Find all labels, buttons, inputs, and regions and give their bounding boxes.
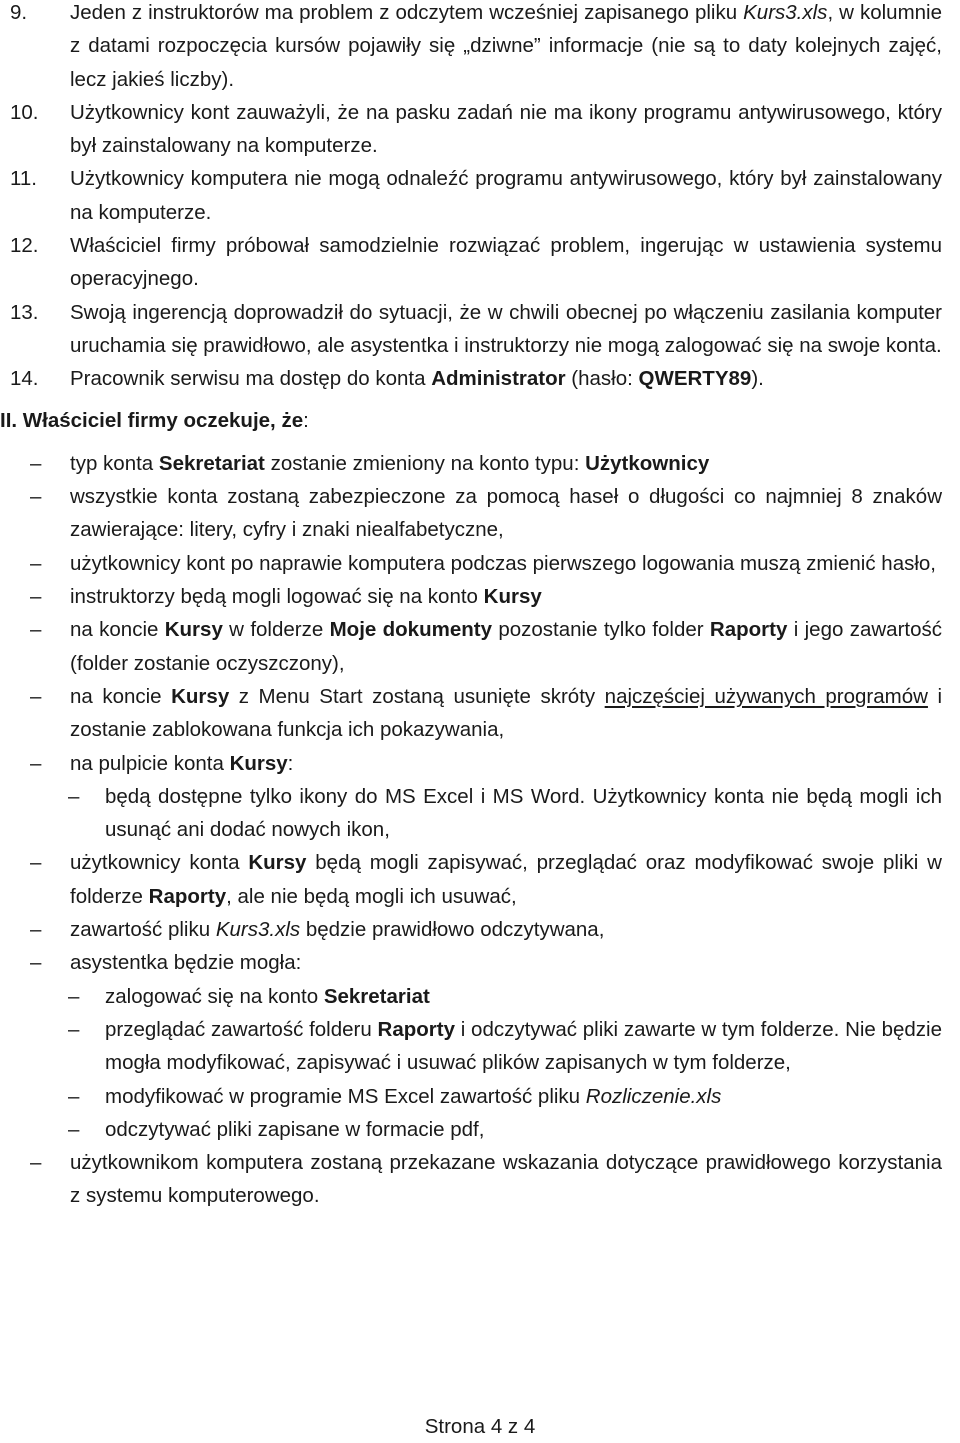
text-run: pozostanie tylko folder — [491, 618, 710, 642]
sub-bullet-item — [0, 780, 942, 847]
text-run: Raporty — [377, 1017, 455, 1041]
sub-bullet-item — [0, 1113, 942, 1146]
text-run: : — [287, 751, 294, 775]
numbered-item — [0, 229, 942, 296]
dash-marker: – — [30, 618, 42, 642]
text-run: Sekretariat — [158, 451, 265, 475]
text-run: instruktorzy będą mogli logować się na konto — [70, 585, 484, 609]
bullet-item — [0, 747, 942, 780]
page-number-label: Strona 4 z 4 — [424, 1415, 536, 1438]
text-run: Kursy — [164, 618, 223, 642]
dash-marker: – — [30, 851, 42, 875]
text-run: Pracownik serwisu ma dostęp do konta — [70, 367, 432, 391]
text-run: użytkownicy konta — [70, 851, 249, 875]
dash-marker: – — [30, 751, 42, 775]
dash-marker: – — [30, 551, 42, 575]
dash-marker: – — [68, 1117, 80, 1141]
sub-bullet-item — [0, 1013, 942, 1080]
text-run: ). — [751, 367, 764, 391]
bullet-item — [0, 680, 942, 747]
bullet-item — [0, 946, 942, 979]
text-run: Moje dokumenty — [329, 618, 492, 642]
text-run: asystentka będzie mogła: — [70, 951, 302, 975]
text-run: Rozliczenie.xls — [585, 1084, 722, 1108]
text-run: zawartość pliku — [70, 918, 216, 942]
dash-marker: – — [30, 585, 42, 609]
dash-marker: – — [68, 784, 80, 808]
text-run: z Menu Start zostaną usunięte skróty — [229, 684, 605, 708]
dash-marker: – — [68, 1017, 80, 1041]
text-run: Administrator — [431, 367, 566, 391]
text-run: Właściciel firmy próbował samodzielnie rozwiązać problem, ingerując w ustawienia systemu operacyjnego. — [70, 234, 942, 291]
text-run: Raporty — [148, 884, 227, 908]
text-run: Raporty — [709, 618, 788, 642]
numbered-item — [0, 0, 942, 96]
text-run: Użytkownicy komputera nie mogą odnaleźć programu antywirusowego, który był zainstalowany na komputerze. — [70, 167, 942, 224]
text-run: wszystkie konta zostaną zabezpieczone za pomocą haseł o długości co najmniej 8 znaków zawierające: litery, cyfry i znaki niealfabetyczne, — [70, 485, 942, 542]
text-run: Swoją ingerencją doprowadził do sytuacji, że w chwili obecnej po włączeniu zasilania komputer uruchamia się prawidłowo, ale asystentka i instruktorzy nie mogą zalogować się na swoje konta. — [70, 300, 942, 357]
text-run: modyfikować w programie MS Excel zawartość pliku — [105, 1084, 586, 1108]
numbered-item — [0, 362, 942, 395]
section-heading — [0, 404, 960, 437]
text-run: QWERTY89 — [638, 367, 752, 391]
numbered-item — [0, 162, 942, 229]
dash-marker: – — [30, 485, 42, 509]
section-number: II. — [0, 408, 18, 432]
bullet-item — [0, 447, 942, 480]
text-run: Użytkownicy — [585, 451, 710, 475]
text-run: (hasło: — [565, 367, 639, 391]
text-run: , ale nie będą mogli ich usuwać, — [226, 884, 517, 908]
text-run: Kurs3.xls — [743, 1, 828, 24]
text-run: użytkownicy kont po naprawie komputera podczas pierwszego logowania muszą zmienić hasło, — [70, 551, 936, 575]
text-run: na koncie — [70, 618, 165, 642]
text-run: użytkownikom komputera zostaną przekazane wskazania dotyczące prawidłowego korzystania z systemu komputerowego. — [70, 1151, 942, 1208]
page-footer — [0, 1410, 960, 1443]
bullet-item — [0, 480, 942, 547]
text-run: będą dostępne tylko ikony do MS Excel i MS Word. Użytkownicy konta nie będą mogli ich usunąć ani dodać nowych ikon, — [105, 784, 942, 842]
item-number: 10. — [10, 100, 39, 124]
dash-marker: – — [30, 451, 42, 475]
text-run: w folderze — [222, 618, 330, 642]
text-run: najczęściej używanych programów — [604, 684, 928, 708]
item-number: 11. — [10, 167, 37, 191]
text-run: Kursy — [171, 684, 230, 708]
bullet-item — [0, 846, 942, 913]
numbered-list — [0, 0, 960, 396]
text-run: Kursy — [248, 851, 307, 875]
section-suffix: : — [303, 408, 309, 432]
item-number: 9. — [10, 1, 28, 24]
text-run: odczytywać pliki zapisane w formacie pdf, — [105, 1117, 485, 1141]
item-number: 13. — [10, 300, 39, 324]
text-run: Kursy — [229, 751, 288, 775]
text-run: Użytkownicy kont zauważyli, że na pasku zadań nie ma ikony programu antywirusowego, który był zainstalowany na komputerze. — [70, 100, 942, 158]
sub-bullet-item — [0, 980, 942, 1013]
dash-marker: – — [68, 1084, 80, 1108]
text-run: i jego zawartość (folder zostanie oczyszczony), — [70, 618, 942, 675]
section-title: Właściciel firmy oczekuje, że — [22, 408, 304, 432]
numbered-item — [0, 96, 942, 163]
bullet-item — [0, 613, 942, 680]
bullet-item — [0, 1146, 942, 1213]
text-run: typ konta — [70, 451, 159, 475]
dash-marker: – — [30, 1151, 42, 1175]
text-run: i odczytywać pliki zawarte w tym folderze. Nie będzie mogła modyfikować, zapisywać i usuwać plików zapisanych w tym folderze, — [105, 1017, 942, 1075]
dash-marker: – — [30, 684, 42, 708]
text-run: Sekretariat — [323, 984, 430, 1008]
bullet-item — [0, 913, 942, 946]
dash-marker: – — [30, 918, 42, 942]
text-run: zalogować się na konto — [105, 984, 324, 1008]
text-run: przeglądać zawartość folderu — [105, 1017, 378, 1041]
text-run: będą mogli zapisywać, przeglądać oraz modyfikować swoje pliki w folderze — [70, 851, 942, 908]
numbered-item — [0, 296, 942, 363]
text-run: Kurs3.xls — [215, 918, 301, 942]
text-run: i zostanie zablokowana funkcja ich pokazywania, — [70, 684, 943, 742]
item-number: 12. — [10, 234, 39, 258]
text-run: zostanie zmieniony na konto typu: — [264, 451, 586, 475]
dash-marker: – — [68, 984, 80, 1008]
text-run: Jeden z instruktorów ma problem z odczytem wcześniej zapisanego pliku — [70, 1, 744, 24]
bullet-item — [0, 547, 942, 580]
text-run: będzie prawidłowo odczytywana, — [300, 918, 605, 942]
text-run: na koncie — [70, 684, 172, 708]
bullet-list — [0, 447, 960, 1213]
dash-marker: – — [30, 951, 42, 975]
text-run: Kursy — [483, 585, 542, 609]
text-run: , w kolumnie z datami rozpoczęcia kursów pojawiły się „dziwne” informacje (nie są to daty kolejnych zajęć, lecz jakieś liczby). — [70, 1, 942, 91]
text-run: na pulpicie konta — [70, 751, 230, 775]
item-number: 14. — [10, 367, 39, 391]
bullet-item — [0, 580, 942, 613]
sub-bullet-item — [0, 1080, 942, 1113]
